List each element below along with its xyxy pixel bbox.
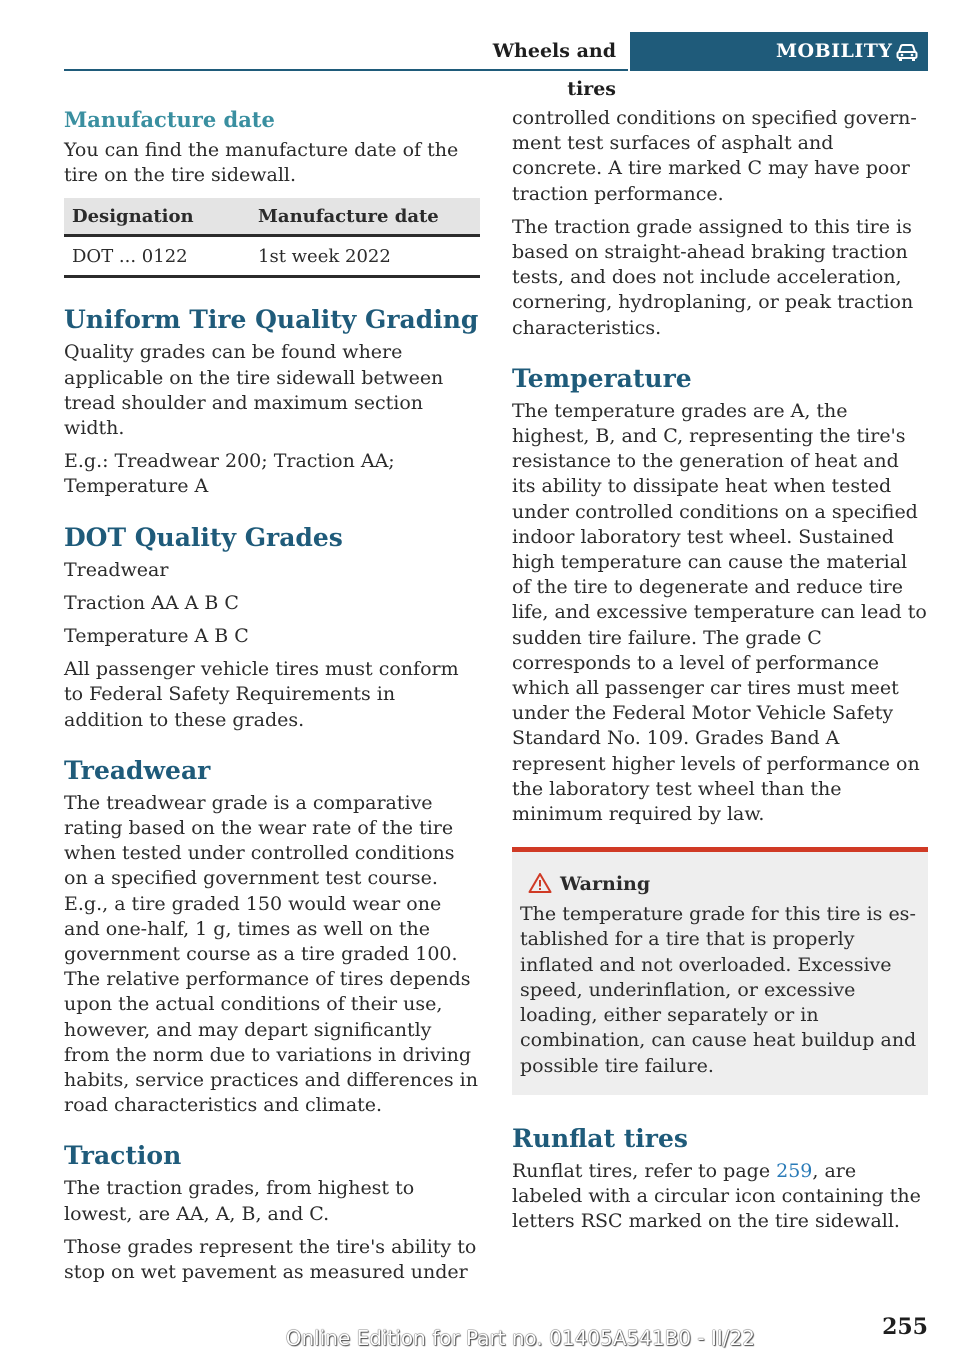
manufacture-date-heading: Manufacture date — [64, 107, 275, 132]
dot-line-traction: Traction AA A B C — [64, 591, 239, 614]
dot-line-temperature: Temperature A B C — [64, 625, 249, 648]
table-header-designation: Designation — [64, 198, 250, 236]
runflat-text-start: Runflat tires, refer to page — [512, 1159, 777, 1182]
warning-triangle-icon — [528, 872, 552, 894]
car-icon — [896, 42, 918, 62]
uniform-grading-example: E.g.: Treadwear 200; Traction AA; Temperature A — [64, 450, 395, 498]
traction-grade-text: The traction grade assigned to this tire is based on straight-ahead braking traction tests, and does not include acceleration, cornering, hydroplaning, or peak traction characteristics. — [512, 215, 914, 339]
section-title: Wheels and tires — [492, 40, 616, 100]
runflat-text-end: , are labeled with a circular icon containing the letters RSC marked on the tire sidewall. — [512, 1159, 921, 1233]
treadwear-heading: Treadwear — [64, 755, 211, 785]
table-cell-date: 1st week 2022 — [250, 236, 480, 277]
page-header — [0, 32, 960, 100]
left-column — [64, 106, 480, 1293]
table-row — [64, 236, 480, 277]
page-link-259[interactable]: 259 — [776, 1159, 813, 1182]
temperature-heading: Temperature — [512, 363, 692, 393]
table-header-manufacture-date: Manufacture date — [250, 198, 480, 236]
manufacture-date-text: You can find the manufacture date of the tire on the tire sidewall. — [64, 139, 459, 187]
traction-heading: Traction — [64, 1141, 182, 1171]
warning-box — [512, 847, 928, 1094]
uniform-grading-text: Quality grades can be found where applicable on the tire sidewall between tread shoulder and maximum section width. — [64, 341, 444, 440]
table-cell-designation: DOT ... 0122 — [64, 236, 250, 277]
runflat-text — [512, 1159, 928, 1235]
dot-grades-heading: DOT Quality Grades — [64, 522, 343, 552]
edition-text: Online Edition for Part no. 01405A541B0 - II/22 — [285, 1326, 755, 1350]
warning-title — [520, 870, 920, 898]
dot-grades-text: All passenger vehicle tires must conform to Federal Safety Requirements in addition to these grades. — [64, 658, 459, 731]
page-number: 255 — [882, 1314, 928, 1340]
warning-title-text: Warning — [560, 873, 651, 896]
temperature-text: The temperature grades are A, the highest, B, and C, representing the tire's resistance to the generation of heat and its ability to dissipate heat when tested under controlled conditions on a specified indoor laboratory test wheel. Sustained high temperature can cause the material of the tire to degenerate and reduce tire life, and excessive temperature can lead to sudden tire failure. The grade C corresponds to a level of performance which all passenger car tires must meet under the Federal Motor Vehicle Safety Standard No. 109. Grades Band A represent higher levels of performance on the laboratory test wheel than the minimum required by law. — [512, 399, 927, 826]
runflat-heading: Runflat tires — [512, 1123, 688, 1153]
traction-text: The traction grades, from highest to lowest, are AA, A, B, and C. — [64, 1177, 415, 1225]
treadwear-text: The treadwear grade is a comparative rating based on the wear rate of the tire when tested under controlled conditions on a specified government test course. E.g., a tire graded 150 would wear one and one-half, 1 g, times as well on the government course as a tire graded 100. The relative performance of tires depends upon the actual conditions of their use, however, and may depart significantly from the norm due to variations in driving habits, service practices and differences in road characteristics and climate. — [64, 791, 478, 1117]
manufacture-date-table — [64, 198, 480, 278]
traction-continued-text: controlled conditions on specified government test surfaces of asphalt and concrete. A tire marked C may have poor traction performance. — [512, 107, 917, 205]
right-column — [512, 106, 928, 1242]
chapter-tab — [630, 32, 928, 71]
dot-line-treadwear: Treadwear — [64, 558, 169, 581]
warning-text: The temperature grade for this tire is established for a tire that is properly inflated and not overloaded. Excessive speed, underinflation, or excessive loading, either separately or in combination, can cause heat buildup and possible tire failure. — [520, 903, 917, 1077]
chapter-tab-label: MOBILITY — [776, 40, 893, 62]
page-footer — [0, 1312, 960, 1352]
table-header-row — [64, 198, 480, 236]
traction-text-cont: Those grades represent the tire's ability to stop on wet pavement as measured under — [64, 1235, 477, 1284]
uniform-grading-heading: Uniform Tire Quality Grading — [64, 305, 479, 335]
